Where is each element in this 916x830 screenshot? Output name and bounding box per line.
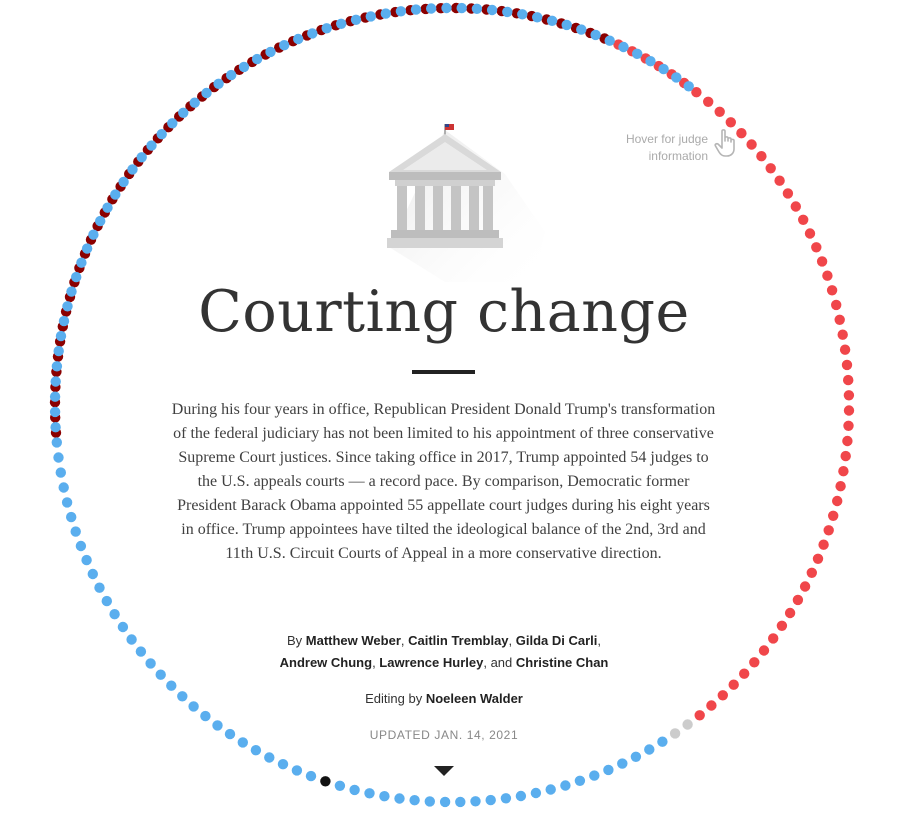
judge-dot[interactable] [844,405,854,415]
judge-dot[interactable] [726,117,736,127]
judge-dot[interactable] [82,243,92,253]
judge-dot[interactable] [264,752,274,762]
judge-dot[interactable] [66,286,76,296]
judge-dot[interactable] [322,23,332,33]
judge-dot[interactable] [62,301,72,311]
judge-dot[interactable] [66,512,76,522]
judge-dot[interactable] [95,216,105,226]
judge-dot[interactable] [455,797,465,807]
judge-dot[interactable] [279,40,289,50]
judge-dot[interactable] [603,765,613,775]
judge-dot[interactable] [658,64,668,74]
judge-dot[interactable] [831,300,841,310]
judge-dot[interactable] [746,139,756,149]
judge-dot[interactable] [293,34,303,44]
judge-dot[interactable] [822,271,832,281]
judge-dot[interactable] [188,701,198,711]
judge-dot[interactable] [109,609,119,619]
judge-dot[interactable] [306,771,316,781]
judge-dot[interactable] [657,737,667,747]
judge-dot[interactable] [265,47,275,57]
judge-dot[interactable] [486,795,496,805]
judge-dot[interactable] [842,436,852,446]
judge-dot[interactable] [645,56,655,66]
judge-dot[interactable] [703,97,713,107]
judge-dot[interactable] [167,118,177,128]
judge-dot[interactable] [102,596,112,606]
judge-dot[interactable] [379,791,389,801]
judge-dot[interactable] [813,554,823,564]
judge-dot[interactable] [844,390,854,400]
judge-dot[interactable] [200,711,210,721]
judge-dot[interactable] [759,645,769,655]
judge-dot[interactable] [631,752,641,762]
judge-dot[interactable] [425,796,435,806]
judge-dot[interactable] [695,710,705,720]
judge-dot[interactable] [50,422,60,432]
judge-dot[interactable] [828,511,838,521]
judge-dot[interactable] [644,744,654,754]
judge-dot[interactable] [88,230,98,240]
judge-dot[interactable] [546,784,556,794]
judge-dot[interactable] [605,36,615,46]
judge-dot[interactable] [54,346,64,356]
judge-dot[interactable] [793,595,803,605]
judge-dot[interactable] [145,658,155,668]
judge-dot[interactable] [118,622,128,632]
judge-dot[interactable] [532,12,542,22]
judge-dot[interactable] [632,49,642,59]
judge-dot[interactable] [136,646,146,656]
judge-dot[interactable] [824,525,834,535]
judge-dot[interactable] [52,437,62,447]
judge-dot[interactable] [842,360,852,370]
judge-dot[interactable] [441,3,451,13]
judge-dot[interactable] [177,691,187,701]
judge-dot[interactable] [190,98,200,108]
judge-dot[interactable] [137,152,147,162]
judge-dot[interactable] [827,285,837,295]
judge-dot[interactable] [166,681,176,691]
judge-dot[interactable] [562,20,572,30]
judge-dot-highlighted[interactable] [320,776,330,786]
updated-date: UPDATED JAN. 14, 2021 [369,728,519,742]
judge-dot[interactable] [715,107,725,117]
intro-paragraph: During his four years in office, Republican President Donald Trump's transformation of the federal judiciary has not been limited to his appointment of three conservative Supreme Court justices. Since taking office in 2017, Trump appointed 54 judges to the U.S. appeals courts — a record pace. By comparison, Democratic former President Barack Obama appointed 55 appellate court judges during his eight years in office. Trump appointees have tilted the ideological balance of the 2nd, 3rd and 11th U.S. Circuit Courts of Appeal in a more conservative direction. [171,401,716,562]
judge-dot[interactable] [157,129,167,139]
judge-dot[interactable] [52,361,62,371]
author-name: Gilda Di Carli [515,633,598,648]
judge-dot[interactable] [718,690,728,700]
judge-dot[interactable] [684,81,694,91]
judge-dot[interactable] [426,3,436,13]
judge-dot[interactable] [841,451,851,461]
judge-dot[interactable] [71,272,81,282]
judge-dot[interactable] [110,189,120,199]
judge-dot[interactable] [768,633,778,643]
judge-dot[interactable] [840,345,850,355]
judge-dot[interactable] [156,670,166,680]
pointer-hand-icon [713,128,741,158]
judge-dot[interactable] [71,526,81,536]
judge-dot[interactable] [201,88,211,98]
judge-dot[interactable] [517,9,527,19]
judge-dot[interactable] [729,680,739,690]
hover-hint: Hover for judge information [625,132,708,163]
judge-dot[interactable] [835,481,845,491]
judge-dot[interactable] [798,215,808,225]
judge-dot[interactable] [589,770,599,780]
judge-dot[interactable] [670,728,680,738]
judge-dot[interactable] [225,729,235,739]
judge-dot[interactable] [94,583,104,593]
judge-dot[interactable] [457,3,467,13]
judge-dot[interactable] [59,482,69,492]
judge-dot[interactable] [239,62,249,72]
judge-dot[interactable] [617,758,627,768]
judge-dot[interactable] [50,392,60,402]
judge-dot[interactable] [777,621,787,631]
judge-dot[interactable] [516,791,526,801]
judge-dot[interactable] [351,15,361,25]
judge-dot[interactable] [409,795,419,805]
courthouse-icon [375,122,545,282]
judge-dot[interactable] [818,540,828,550]
judge-dot[interactable] [774,176,784,186]
judge-dot[interactable] [682,719,692,729]
judge-dot[interactable] [251,745,261,755]
judge-dot[interactable] [785,608,795,618]
byline: By Matthew Weber, Caitlin Tremblay, Gilda Di Carli, Andrew Chung, Lawrence Hurley, and Christine Chan [279,633,609,670]
judge-dot[interactable] [76,541,86,551]
judge-dot[interactable] [791,201,801,211]
judge-dot[interactable] [576,24,586,34]
judge-dot[interactable] [739,669,749,679]
judge-dot[interactable] [487,5,497,15]
judge-dot[interactable] [531,788,541,798]
judge-dot[interactable] [366,11,376,21]
judge-dot[interactable] [292,765,302,775]
judge-dot[interactable] [226,70,236,80]
judge-dot[interactable] [811,242,821,252]
author-name: Andrew Chung [279,655,373,670]
judge-dot[interactable] [213,79,223,89]
byline-conjunction: and [490,655,513,670]
judge-dot[interactable] [53,452,63,462]
scroll-down-arrow-icon[interactable] [432,763,456,779]
judge-dot[interactable] [349,785,359,795]
judge-dot[interactable] [411,4,421,14]
judge-dot[interactable] [364,788,374,798]
judge-dot[interactable] [336,19,346,29]
judge-dot[interactable] [618,42,628,52]
judge-dot[interactable] [501,793,511,803]
judge-dot[interactable] [766,163,776,173]
judge-dot[interactable] [88,569,98,579]
judge-dot[interactable] [838,330,848,340]
judge-dot[interactable] [381,8,391,18]
judge-dot[interactable] [127,164,137,174]
author-name: Christine Chan [515,655,609,670]
judge-dot[interactable] [807,568,817,578]
judge-dot[interactable] [671,72,681,82]
judge-dot[interactable] [56,331,66,341]
judge-dot[interactable] [307,28,317,38]
judge-dot[interactable] [843,375,853,385]
page-title: Courting change [198,279,690,345]
judge-dot[interactable] [81,555,91,565]
author-name: Matthew Weber [305,633,401,648]
author-name: Caitlin Tremblay [408,633,509,648]
judge-dot[interactable] [805,228,815,238]
judge-dot[interactable] [706,700,716,710]
judge-dot[interactable] [76,258,86,268]
judge-dot[interactable] [118,177,128,187]
judge-dot[interactable] [238,737,248,747]
judge-dot[interactable] [800,581,810,591]
judge-dot[interactable] [396,6,406,16]
judge-dot[interactable] [560,780,570,790]
judge-dot[interactable] [102,203,112,213]
title-divider [412,370,475,374]
judge-dot[interactable] [278,759,288,769]
editor-name: Noeleen Walder [425,691,523,706]
judge-dot[interactable] [146,140,156,150]
judge-dot[interactable] [502,7,512,17]
editing-prefix: Editing by [365,691,423,706]
judge-dot[interactable] [817,256,827,266]
judge-dot[interactable] [470,796,480,806]
judge-dot[interactable] [832,496,842,506]
judge-dot[interactable] [472,4,482,14]
judge-dot[interactable] [212,720,222,730]
judge-dot[interactable] [394,793,404,803]
byline-prefix: By [286,633,303,648]
judge-dot[interactable] [62,497,72,507]
judge-dot[interactable] [178,108,188,118]
judge-dot[interactable] [252,54,262,64]
author-name: Lawrence Hurley [379,655,484,670]
judge-dot[interactable] [835,315,845,325]
judge-dot[interactable] [838,466,848,476]
judge-dot[interactable] [575,776,585,786]
judge-dot[interactable] [126,634,136,644]
judge-dot[interactable] [50,407,60,417]
judge-dot[interactable] [51,376,61,386]
judge-dot[interactable] [756,151,766,161]
judge-dot[interactable] [59,316,69,326]
judge-dot[interactable] [335,781,345,791]
judge-dot[interactable] [783,188,793,198]
judge-dot[interactable] [843,421,853,431]
judge-dot[interactable] [749,657,759,667]
judge-dot[interactable] [56,467,66,477]
editing-credit [300,689,588,709]
judge-dot[interactable] [547,16,557,26]
judge-dot[interactable] [590,30,600,40]
judge-dot[interactable] [440,797,450,807]
